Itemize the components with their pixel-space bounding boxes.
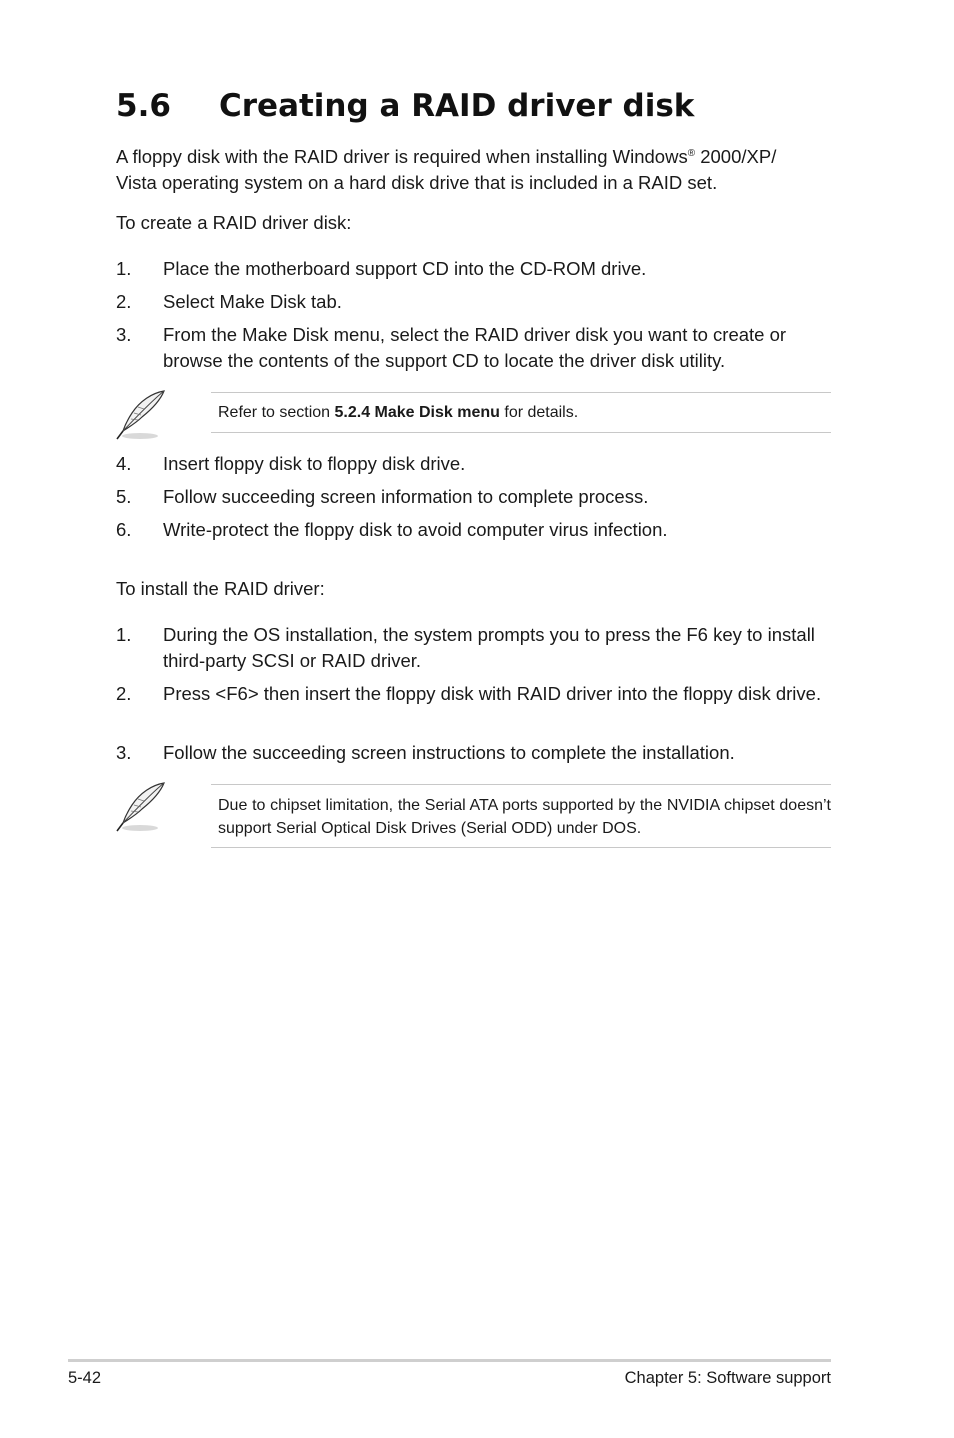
intro-text: A floppy disk with the RAID driver is required when installing Windows [116,146,688,167]
note-box [211,392,831,433]
step-number: 4. [116,453,132,474]
feather-pen-icon [114,779,170,833]
note-box [211,784,831,848]
step-number: 1. [116,258,132,279]
step-text: From the Make Disk menu, select the RAID driver disk you want to create or browse the contents of the support CD to locate the driver disk utility. [163,324,787,371]
step-text: Select Make Disk tab. [163,291,342,312]
page-number: 5-42 [68,1369,102,1387]
intro-text-versions: 2000/XP/ [695,146,777,167]
step-number: 1. [116,624,132,645]
step-text: Write-protect the floppy disk to avoid computer virus infection. [163,519,668,540]
create-lead: To create a RAID driver disk: [116,212,352,233]
note-text: Due to chipset limitation, the Serial ATA ports supported by the NVIDIA chipset doesn’t support Serial Optical Disk Drives (Serial ODD) under DOS. [218,797,831,837]
chapter-title: Chapter 5: Software support [624,1369,831,1387]
step-text: During the OS installation, the system prompts you to press the F6 key to install third-party SCSI or RAID driver. [163,624,815,671]
step-number: 5. [116,486,132,507]
install-lead: To install the RAID driver: [116,578,325,599]
section-number: 5.6 [116,88,171,124]
note-text-after: for details. [499,404,579,421]
note-reference: 5.2.4 Make Disk menu [334,404,500,421]
intro-text-line2: Vista operating system on a hard disk drive that is included in a RAID set. [116,172,718,193]
note-text [218,401,831,424]
step-number: 2. [116,683,132,704]
step-number: 6. [116,519,132,540]
step-text: Place the motherboard support CD into the CD-ROM drive. [163,258,647,279]
step-number: 3. [116,324,132,345]
section-title: Creating a RAID driver disk [219,88,695,124]
step-text: Press <F6> then insert the floppy disk with RAID driver into the floppy disk drive. [163,683,822,704]
section-heading [116,88,694,124]
step-text: Insert floppy disk to floppy disk drive. [163,453,466,474]
step-text: Follow the succeeding screen instructions to complete the installation. [163,742,735,763]
note-text-before: Refer to section [218,404,335,421]
intro-paragraph [116,144,831,196]
feather-pen-icon [114,387,170,441]
footer-divider [68,1359,831,1362]
step-number: 3. [116,742,132,763]
step-text: Follow succeeding screen information to complete process. [163,486,649,507]
registered-mark: ® [687,147,696,159]
step-number: 2. [116,291,132,312]
